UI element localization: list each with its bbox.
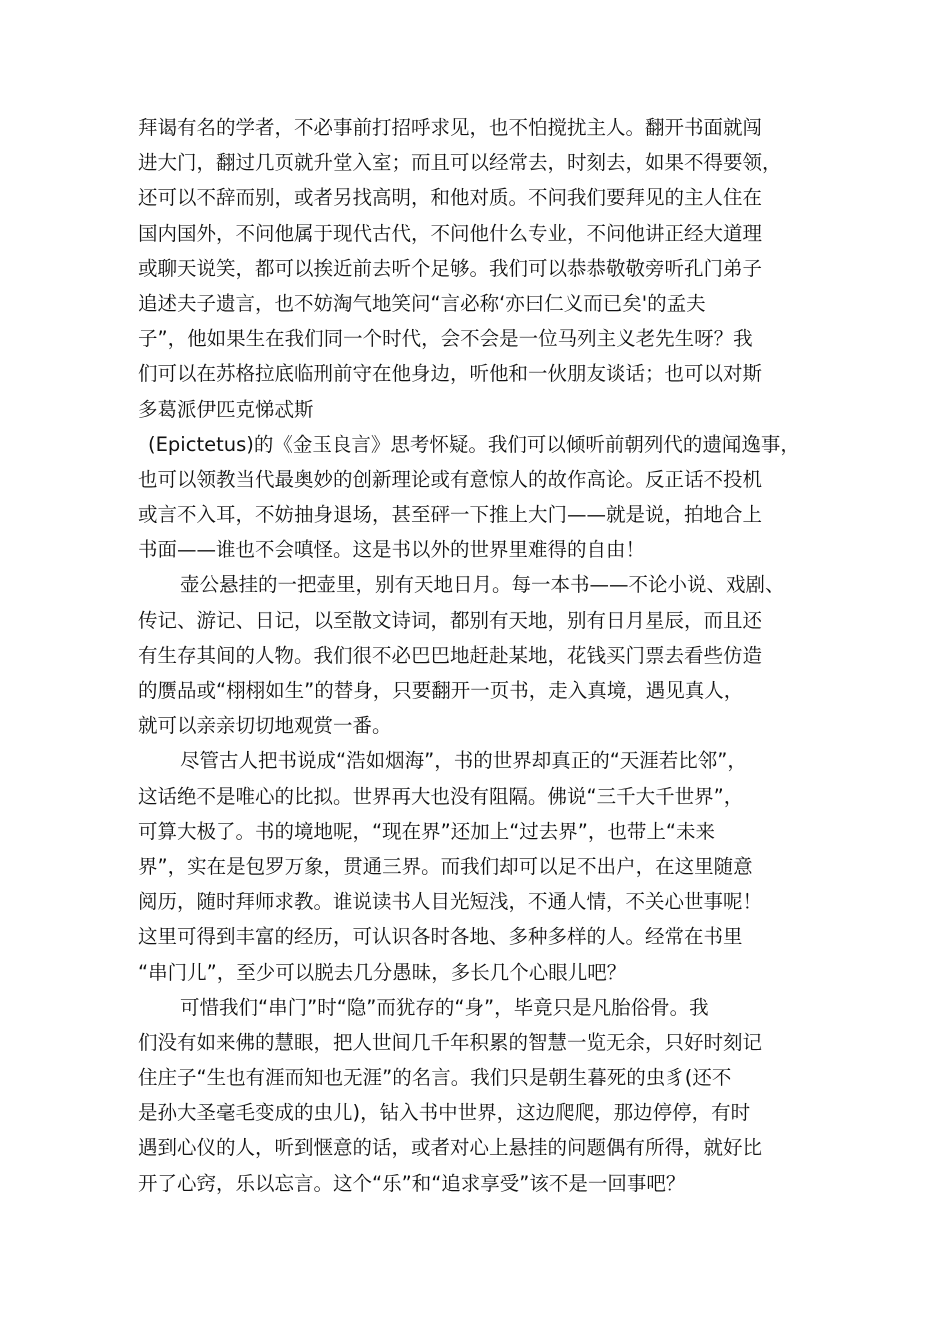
- text-line: “串门儿”，至少可以脱去几分愚昧，多长几个心眼儿吧？: [138, 960, 627, 984]
- text-line: 就可以亲亲切切地观赏一番。: [138, 714, 392, 738]
- document-body: [138, 110, 838, 1201]
- text-line: 们没有如来佛的慧眼，把人世间几千年积累的智慧一览无余，只好时刻记: [138, 1030, 763, 1054]
- paragraph-first-line: 壶公悬挂的一把壶里，别有天地日月。每一本书——不论小说、戏剧、: [180, 573, 785, 597]
- text-line: 住庄子“生也有涯而知也无涯”的名言。我们只是朝生暮死的虫豸(还不: [138, 1066, 732, 1090]
- text-line: 拜谒有名的学者，不必事前打招呼求见，也不怕搅扰主人。翻开书面就闯: [138, 116, 763, 139]
- text-line: 界”，实在是包罗万象，贯通三界。而我们却可以足不出户，在这里随意: [138, 854, 753, 878]
- text-line: (Epictetus)的《金玉良言》思考怀疑。我们可以倾听前朝列代的遗闻逸事，: [148, 432, 800, 456]
- text-line: 的赝品或“栩栩如生”的替身，只要翻开一页书，走入真境，遇见真人，: [138, 679, 744, 702]
- text-line: 遇到心仪的人，听到惬意的话，或者对心上悬挂的问题偶有所得，就好比: [138, 1136, 763, 1160]
- text-line: 国内国外，不问他属于现代古代，不问他什么专业，不问他讲正经大道理: [138, 221, 763, 245]
- text-line: 阅历，随时拜师求教。谁说读书人目光短浅，不通人情，不关心世事呢！: [138, 890, 763, 914]
- text-line: 也可以领教当代最奥妙的创新理论或有意惊人的故作高论。反正话不投机: [138, 467, 763, 491]
- text-line: 子”，他如果生在我们同一个时代，会不会是一位马列主义老先生呀？我: [138, 327, 753, 351]
- text-line: 可算大极了。书的境地呢，“现在界”还加上“过去界”，也带上“未来: [138, 819, 716, 843]
- text-line: 这话绝不是唯心的比拟。世界再大也没有阻隔。佛说“三千大千世界”，: [138, 784, 744, 808]
- text-line: 追述夫子遗言，也不妨淘气地笑问“言必称‘亦曰仁义而已矣'的孟夫: [138, 291, 706, 315]
- text-line: 或言不入耳，不妨抽身退场，甚至砰一下推上大门——就是说，拍地合上: [138, 503, 763, 527]
- text-line: 传记、游记、日记，以至散文诗词，都别有天地，别有日月星辰，而且还: [138, 608, 763, 632]
- text-line: 或聊天说笑，都可以挨近前去听个足够。我们可以恭恭敬敬旁听孔门弟子: [138, 256, 763, 280]
- paragraph-first-line: 尽管古人把书说成“浩如烟海”，书的世界却真正的“天涯若比邻”，: [180, 749, 747, 773]
- text-line: 是孙大圣毫毛变成的虫儿)，钻入书中世界，这边爬爬，那边停停，有时: [138, 1101, 751, 1125]
- text-line: 们可以在苏格拉底临刑前守在他身边，听他和一伙朋友谈话；也可以对斯: [138, 362, 763, 386]
- paragraph-first-line: 可惜我们“串门”时“隐”而犹存的“身”，毕竟只是凡胎俗骨。我: [180, 995, 709, 1019]
- text-line: 还可以不辞而别，或者另找高明，和他对质。不问我们要拜见的主人住在: [138, 186, 763, 210]
- text-line: 多葛派伊匹克悌忒斯: [138, 397, 314, 421]
- text-line: 开了心窍，乐以忘言。这个“乐”和“追求享受”该不是一回事吧？: [138, 1171, 686, 1195]
- text-line: 书面——谁也不会嗔怪。这是书以外的世界里难得的自由！: [138, 538, 646, 562]
- text-line: 有生存其间的人物。我们很不必巴巴地赶赴某地，花钱买门票去看些仿造: [138, 643, 763, 667]
- text-line: 这里可得到丰富的经历，可认识各时各地、多种多样的人。经常在书里: [138, 925, 743, 949]
- text-line: 进大门，翻过几页就升堂入室；而且可以经常去，时刻去，如果不得要领，: [138, 151, 782, 175]
